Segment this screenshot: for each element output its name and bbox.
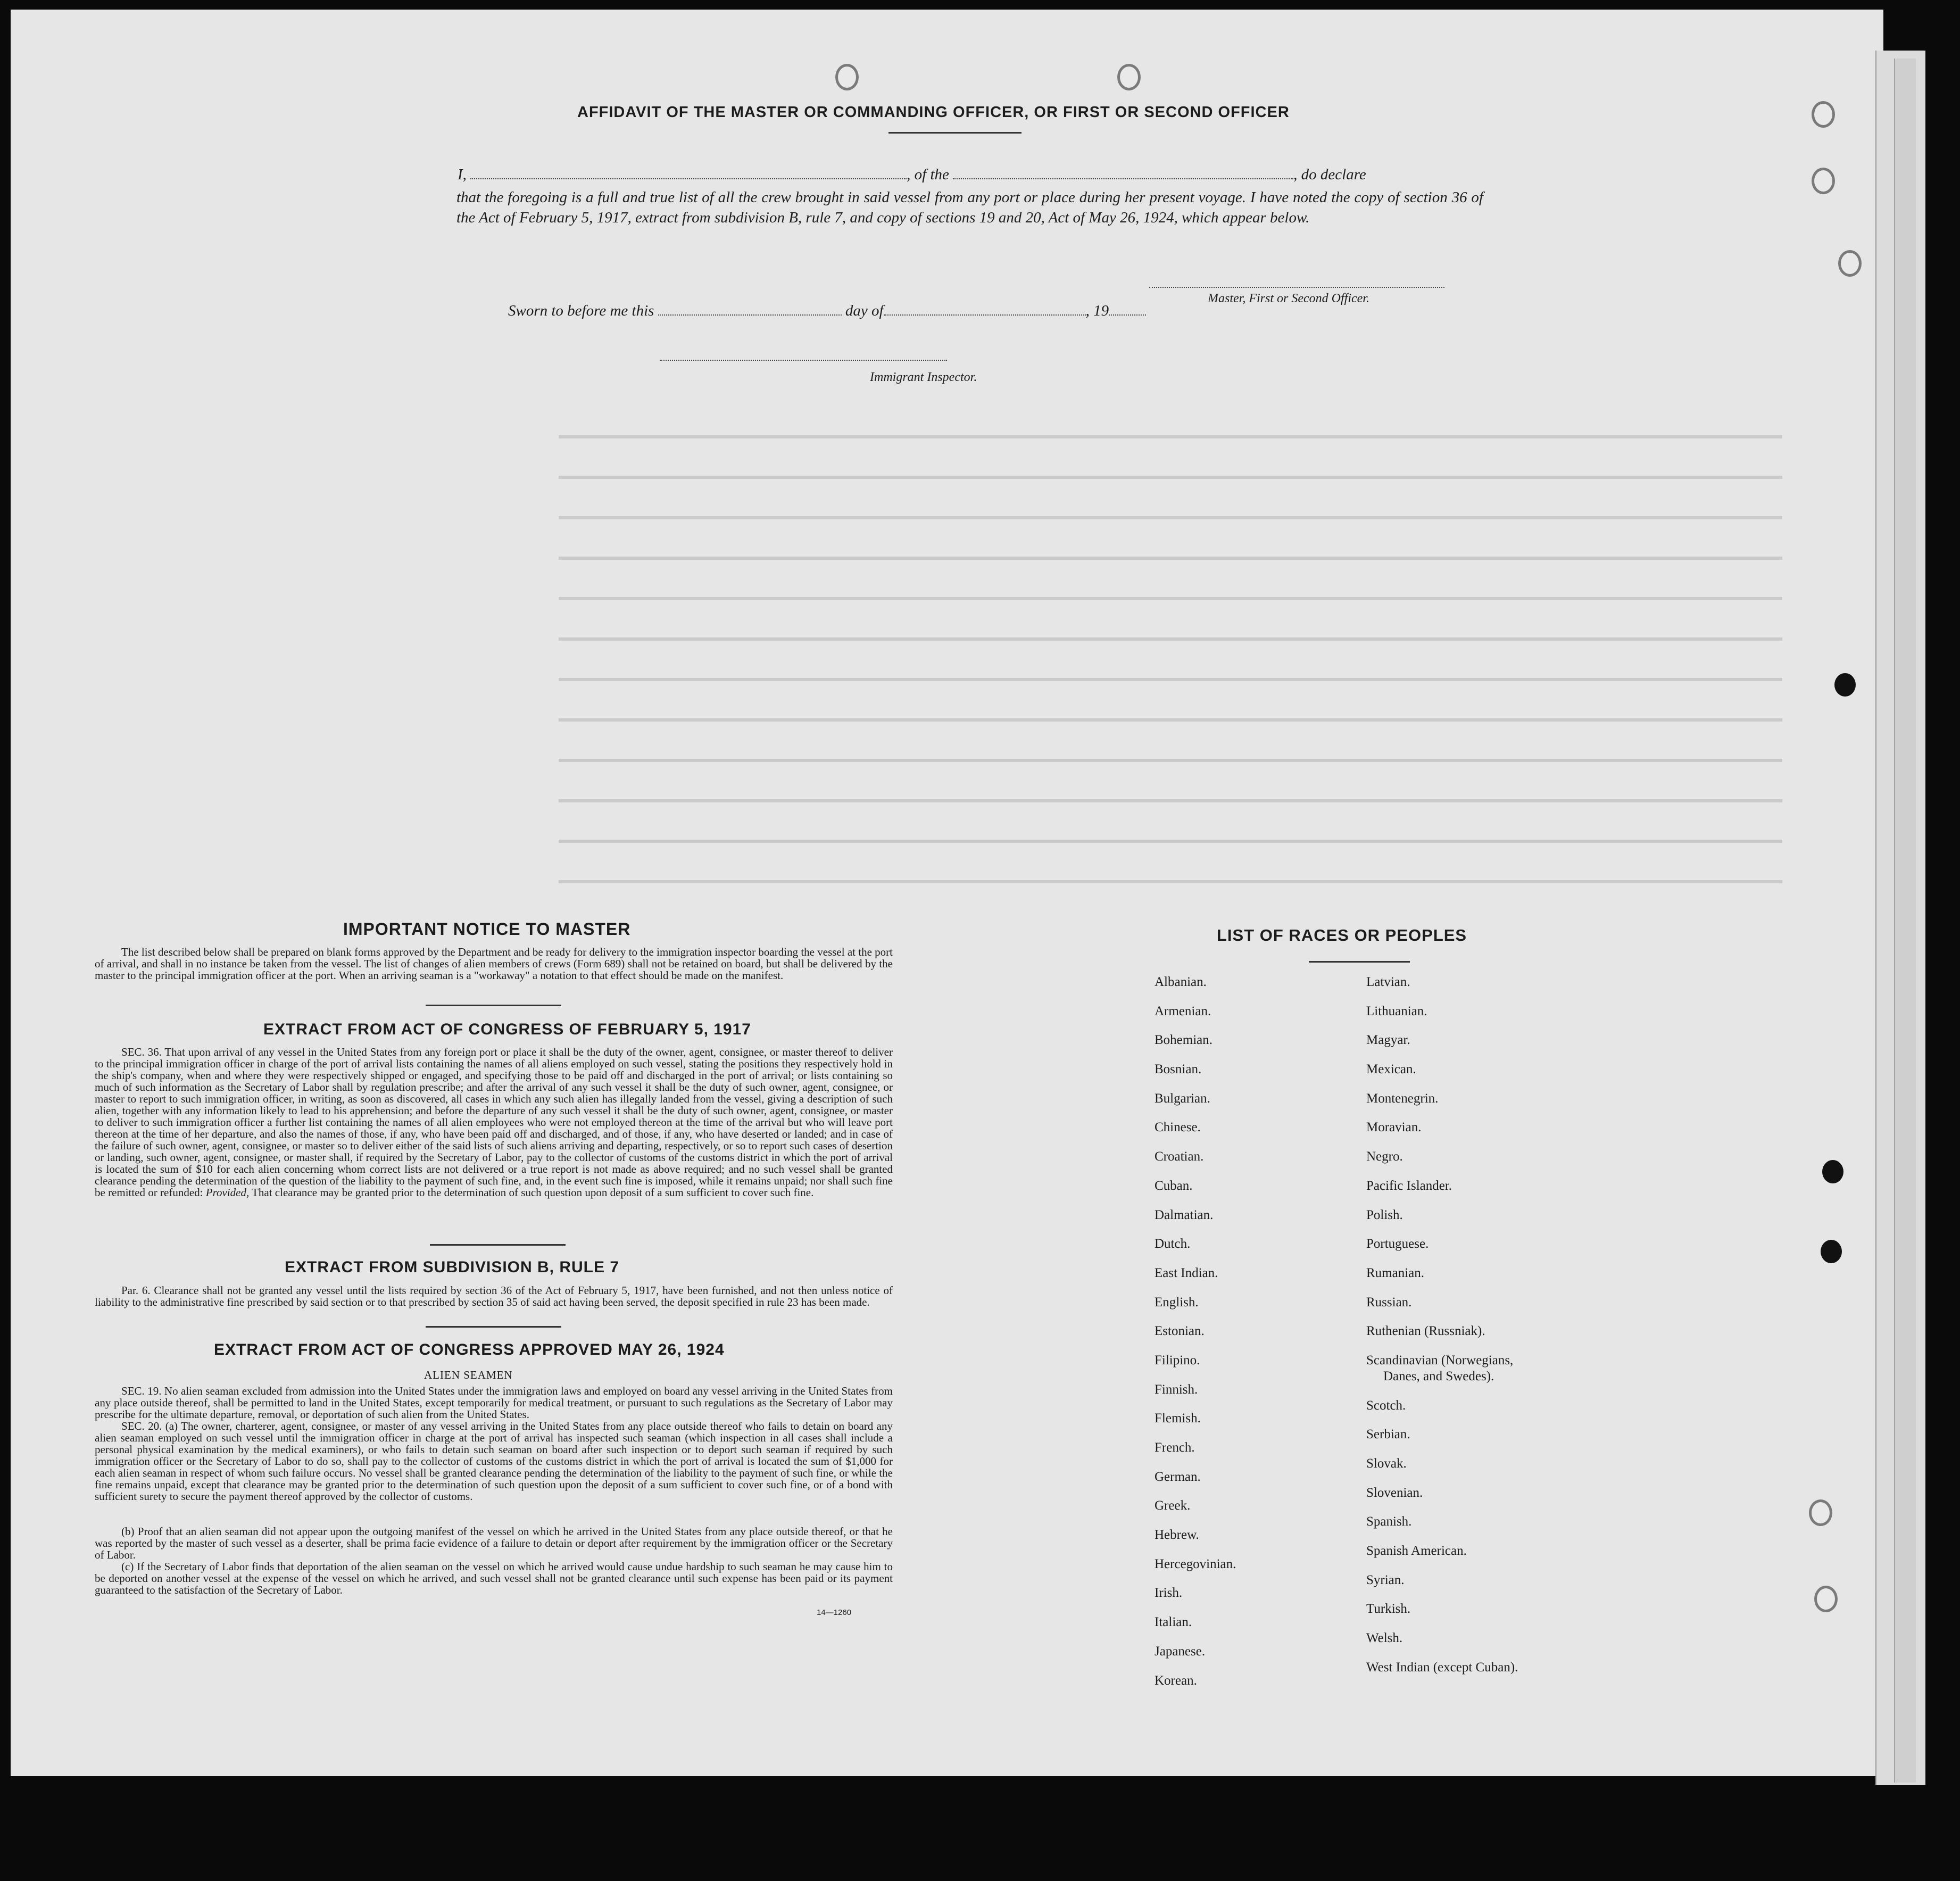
race-item: Mexican. (1366, 1062, 1416, 1077)
race-item: English. (1155, 1295, 1199, 1310)
race-item: Irish. (1155, 1586, 1183, 1601)
race-item: Scotch. (1366, 1398, 1406, 1413)
races-left-column (1155, 975, 1236, 1702)
notice-title: IMPORTANT NOTICE TO MASTER (343, 919, 631, 939)
race-item: Portuguese. (1366, 1237, 1429, 1252)
race-item: Spanish American. (1366, 1544, 1467, 1559)
alien-seamen-subtitle: ALIEN SEAMEN (424, 1369, 513, 1381)
race-item: Chinese. (1155, 1120, 1201, 1135)
binder-hole (1809, 1499, 1832, 1526)
binder-hole (1814, 1586, 1838, 1612)
sworn-month-field[interactable] (884, 314, 1086, 316)
race-item: Hercegovinian. (1155, 1556, 1236, 1571)
race-item: Croatian. (1155, 1149, 1204, 1164)
declarant-prefix: I, (458, 166, 467, 183)
race-item: Polish. (1366, 1207, 1403, 1222)
binder-hole-dark (1834, 673, 1856, 697)
race-item: Montenegrin. (1366, 1091, 1439, 1106)
race-item: Italian. (1155, 1615, 1192, 1630)
race-item: Bosnian. (1155, 1062, 1202, 1077)
proviso-text: That clearance may be granted prior to the determination of such question upon deposit of a sum sufficient to cover such fine. (252, 1186, 814, 1199)
sec-20a-text: SEC. 20. (a) The owner, charterer, agent, consignee, or master of any vessel arriving in the United States from any place outside thereof who fails to detain on board any alien seaman employed on such vessel until the immigration officer in charge at the port of arrival has inspected such seaman (which inspection in all cases shall include a personal physical examination by the medical examiners), or who fails to detain such seaman on board after such inspection or to deport such seaman if required by such immigration officer or the Secretary of Labor to do so, shall pay to the collector of customs of the customs district in which the port of arrival is located the sum of $1,000 for each alien seaman in respect of whom such failure occurs. No vessel shall be granted clearance pending the determination of the liability to the payment of such fine, or while the fine remains unpaid, except that clearance may be granted prior to the determination of such question upon the deposit of a sum sufficient to cover such fine, or of a bond with sufficient surety to secure the payment thereof approved by the collector of customs. (95, 1420, 893, 1503)
race-item: Rumanian. (1366, 1265, 1425, 1280)
race-item: Dalmatian. (1155, 1207, 1214, 1222)
races-title-underline (1309, 961, 1410, 963)
binder-hole (1812, 101, 1835, 128)
extract-1917-body (95, 1046, 893, 1198)
sec-20b-text: (b) Proof that an alien seaman did not appear upon the outgoing manifest of the vessel on which he arrived in the United States from any place outside thereof, or that he was reported by the master of such vessel as a deserter, shall be prima facie evidence of a failure to detain or deport after requirement by the immigration officer or the Secretary of Labor. (95, 1525, 893, 1561)
section-divider (426, 1326, 561, 1328)
binder-hole (1838, 250, 1862, 277)
inspector-signature-line[interactable] (660, 359, 947, 361)
race-item: Syrian. (1366, 1572, 1405, 1587)
affidavit-declaration-line (458, 166, 1366, 184)
race-item: Cuban. (1155, 1178, 1193, 1193)
binder-hole-dark (1821, 1240, 1842, 1263)
sworn-line (508, 302, 1146, 320)
race-item: Flemish. (1155, 1411, 1201, 1426)
extract-1924-title: EXTRACT FROM ACT OF CONGRESS APPROVED MAY 26, 1924 (214, 1341, 725, 1358)
binder-hole (1812, 168, 1835, 194)
race-item: Spanish. (1366, 1514, 1412, 1529)
vessel-name-field[interactable] (953, 178, 1293, 179)
subdivision-title: EXTRACT FROM SUBDIVISION B, RULE 7 (285, 1258, 620, 1276)
race-item: East Indian. (1155, 1265, 1218, 1280)
race-item: Scandinavian (Norwegians, (1366, 1353, 1514, 1368)
race-item: West Indian (except Cuban). (1366, 1660, 1518, 1675)
race-item: Estonian. (1155, 1324, 1205, 1339)
race-item: Korean. (1155, 1673, 1197, 1688)
race-item: Hebrew. (1155, 1528, 1199, 1543)
subdivision-body: Par. 6. Clearance shall not be granted any vessel until the lists required by section 36 of the Act of February 5, 1917, have been furnished, and not then unless notice of liability to the administrative fine prescribed by said section or to that prescribed by section 35 of said act having been served, the deposit specified in rule 23 has been made. (95, 1284, 893, 1308)
title-underline (888, 132, 1021, 134)
race-item: Bulgarian. (1155, 1091, 1210, 1106)
race-item: Latvian. (1366, 975, 1410, 989)
race-item: Russian. (1366, 1295, 1412, 1310)
race-item: Slovenian. (1366, 1485, 1423, 1500)
race-item: Lithuanian. (1366, 1004, 1427, 1018)
race-item: Negro. (1366, 1149, 1403, 1164)
race-item: Moravian. (1366, 1120, 1422, 1135)
year-text: , 19 (1085, 302, 1109, 319)
binder-hole (835, 64, 859, 90)
race-item: Slovak. (1366, 1456, 1407, 1471)
race-item: Dutch. (1155, 1237, 1191, 1252)
race-item: Danes, and Swedes). (1383, 1369, 1494, 1383)
sworn-text: Sworn to before me this (508, 302, 654, 319)
race-item: Ruthenian (Russniak). (1366, 1324, 1485, 1339)
declarant-name-field[interactable] (470, 178, 907, 179)
proviso-word: Provided, (205, 1186, 250, 1199)
race-item: Bohemian. (1155, 1033, 1213, 1048)
races-title: LIST OF RACES OR PEOPLES (1217, 926, 1467, 944)
race-item: Welsh. (1366, 1631, 1403, 1646)
day-of-text: day of (845, 302, 884, 319)
sec-36-text: That upon arrival of any vessel in the United States from any foreign port or place it shall be the duty of the owner, agent, consignee, or master thereof to deliver to the principal immigration officer in charge of the port of arrival lists containing the names of all aliens employed on such vessel, stating the positions they respectively hold in the ship's company, when and where they were respectively shipped or engaged, and specifying those to be paid off and discharged in the port of arrival; or lists containing so much of such information as the Secretary of Labor shall by regulation prescribe; and after the arrival of any such vessel it shall be the duty of such owner, agent, consignee, or master to report to such immigration officer, in writing, as soon as discovered, all cases in which any such alien has illegally landed from the vessel, giving a description of such alien, together with any information likely to lead to his apprehension; and before the departure of any such vessel it shall be the duty of such owner, agent, consignee, or master to deliver to such immigration officer a further list containing the names of all alien employees who were not employed thereon at the time of the arrival but who will leave port thereon at the time of her departure, and also the names of those, if any, who have been paid off and discharged, and of those, if any, who have deserted or landed; and in case of the failure of such owner, agent, consignee, or master so to deliver either of the said lists of such aliens arriving and departing, respectively, or so to report such cases of desertion or landing, such owner, agent, consignee, or master shall, if required by the Secretary of Labor, pay to the collector of customs of the customs district in which the port of arrival is located the sum of $10 for each alien concerning whom correct lists are not delivered or a true report is not made as above required; and no such vessel shall be granted clearance pending the determination of the question of the liability to the payment of such fine, and, in the event such fine is imposed, while it remains unpaid; nor shall such fine be remitted or refunded: (95, 1046, 893, 1199)
race-item: Albanian. (1155, 975, 1207, 989)
signature-label: Master, First or Second Officer. (1208, 292, 1369, 305)
adjacent-page-edge-inner (1894, 59, 1916, 1783)
sec-20c-text: (c) If the Secretary of Labor finds that deportation of the alien seaman on the vessel on which he arrived would cause undue hardship to such seaman he may cause him to be deported on another vessel at the expense of the vessel on which he arrived, and such vessel shall not be granted clearance until such expense has been paid or its payment guaranteed to the satisfaction of the Secretary of Labor. (95, 1560, 893, 1596)
binder-hole (1117, 64, 1141, 90)
extract-1917-title: EXTRACT FROM ACT OF CONGRESS OF FEBRUARY 5, 1917 (263, 1021, 751, 1038)
race-item: French. (1155, 1440, 1195, 1455)
bleed-through-text (559, 404, 1782, 905)
of-the-text: , of the (907, 166, 949, 183)
affidavit-title: AFFIDAVIT OF THE MASTER OR COMMANDING OFFICER, OR FIRST OR SECOND OFFICER (577, 104, 1290, 121)
sworn-year-field[interactable] (1109, 314, 1146, 316)
race-item: Filipino. (1155, 1353, 1200, 1368)
affidavit-body: that the foregoing is a full and true list of all the crew brought in said vessel from any port or place during her present voyage. I have noted the copy of section 36 of the Act of February 5, 1917, extract from subdivision B, rule 7, and copy of sections 19 and 20, Act of May 26, 1924, which appear below. (456, 189, 1483, 226)
sec-36-label: SEC. 36. (121, 1046, 162, 1058)
signature-line[interactable] (1149, 286, 1444, 288)
race-item: Turkish. (1366, 1602, 1411, 1617)
race-item: German. (1155, 1469, 1201, 1484)
race-item: Finnish. (1155, 1382, 1198, 1397)
notice-body: The list described below shall be prepared on blank forms approved by the Department and be ready for delivery to the immigration inspector boarding the vessel at the port of arrival, and shall in no instance be taken from the vessel. The list of changes of alien members of crews (Form 689) shall not be retained on board, but shall be delivered by the master to the principal immigration officer at the port. When an arriving seaman is a "workaway" a notation to that effect should be made on the manifest. (95, 946, 893, 982)
section-divider (430, 1244, 566, 1246)
race-item: Pacific Islander. (1366, 1178, 1452, 1193)
sec-19-text: SEC. 19. No alien seaman excluded from admission into the United States under the immigration laws and employed on board any vessel arriving in the United States from any place outside thereof, shall be permitted to land in the United States, except temporarily for medical treatment, or pursuant to such regulations as the Secretary of Labor may prescribe for the ultimate departure, removal, or deportation of such alien from the United States. (95, 1385, 893, 1421)
section-divider (426, 1005, 561, 1006)
race-item: Japanese. (1155, 1644, 1206, 1659)
sworn-day-field[interactable] (658, 314, 842, 316)
do-declare-text: , do declare (1293, 166, 1366, 183)
race-item: Armenian. (1155, 1004, 1211, 1018)
race-item: Magyar. (1366, 1033, 1410, 1048)
binder-hole-dark (1822, 1160, 1843, 1183)
races-right-column (1366, 975, 1518, 1689)
race-item: Greek. (1155, 1498, 1191, 1513)
inspector-label: Immigrant Inspector. (870, 370, 977, 384)
form-number: 14—1260 (817, 1608, 852, 1617)
race-item: Serbian. (1366, 1427, 1410, 1442)
